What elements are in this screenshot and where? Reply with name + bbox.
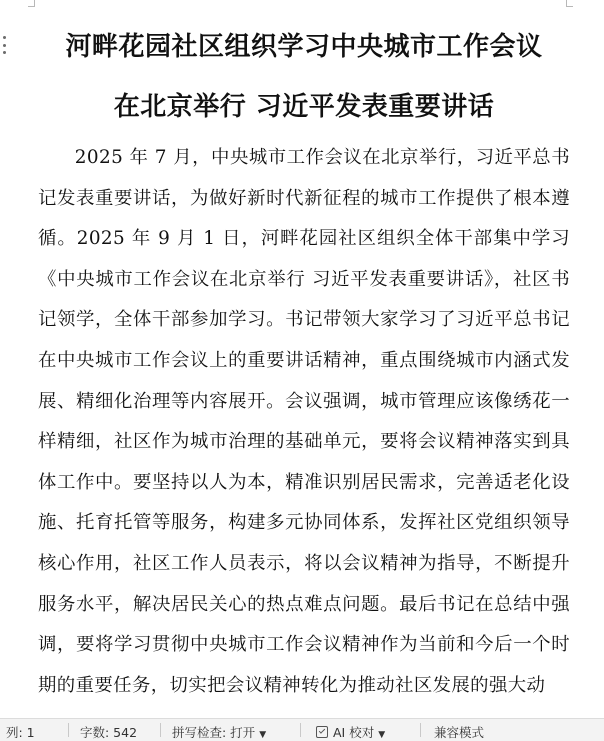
status-column[interactable]: 列: 1: [6, 725, 35, 740]
status-compat-mode: 兼容模式: [434, 725, 485, 740]
drag-handle-icon[interactable]: [1, 36, 7, 54]
status-ai-proofread[interactable]: [316, 723, 385, 741]
status-bar: [0, 718, 604, 741]
page-corner-mark-left: [28, 0, 35, 7]
status-divider: [420, 723, 421, 737]
status-spell-check[interactable]: [172, 723, 266, 741]
chevron-down-icon: ▼: [378, 730, 386, 740]
status-ai-proofread-label: AI 校对: [333, 725, 375, 740]
chevron-down-icon: ▼: [259, 730, 267, 740]
status-spell-check-label: 拼写检查: 打开: [172, 725, 256, 740]
document-title-line-1: 河畔花园社区组织学习中央城市工作会议: [65, 32, 543, 62]
status-divider: [160, 723, 161, 737]
ai-check-icon: [316, 726, 328, 738]
page-corner-mark-right: [566, 0, 573, 7]
status-divider: [68, 723, 69, 737]
document-title-line-2: 在北京举行 习近平发表重要讲话: [113, 92, 495, 122]
status-divider: [300, 723, 301, 737]
document-body-paragraph[interactable]: 2025 年 7 月，中央城市工作会议在北京举行，习近平总书记发表重要讲话，为做好新时代新征程的城市工作提供了根本遵循。2025 年 9 月 1 日，河畔花园社区组织全体干部集中学习《中央城市工作会议在北京举行 习近平发表重要讲话》，社区书记领学，全体干部参加学习。书记带领大家学习了习近平总书记在中央城市工作会议上的重要讲话精神，重点围绕城市内涵式发展、精细化治理等内容展开。会议强调，城市管理应该像绣花一样精细，社区作为城市治理的基础单元，要将会议精神落实到具体工作中。要坚持以人为本，精准识别居民需求，完善适老化设施、托育托管等服务，构建多元协同体系，发挥社区党组织领导核心作用，社区工作人员表示，将以会议精神为指导，不断提升服务水平，解决居民关心的热点难点问题。最后书记在总结中强调，要将学习贯彻中央城市工作会议精神作为当前和今后一个时期的重要任务，切实把会议精神转化为推动社区发展的强大动: [38, 147, 570, 696]
status-word-count[interactable]: 字数: 542: [80, 725, 138, 740]
